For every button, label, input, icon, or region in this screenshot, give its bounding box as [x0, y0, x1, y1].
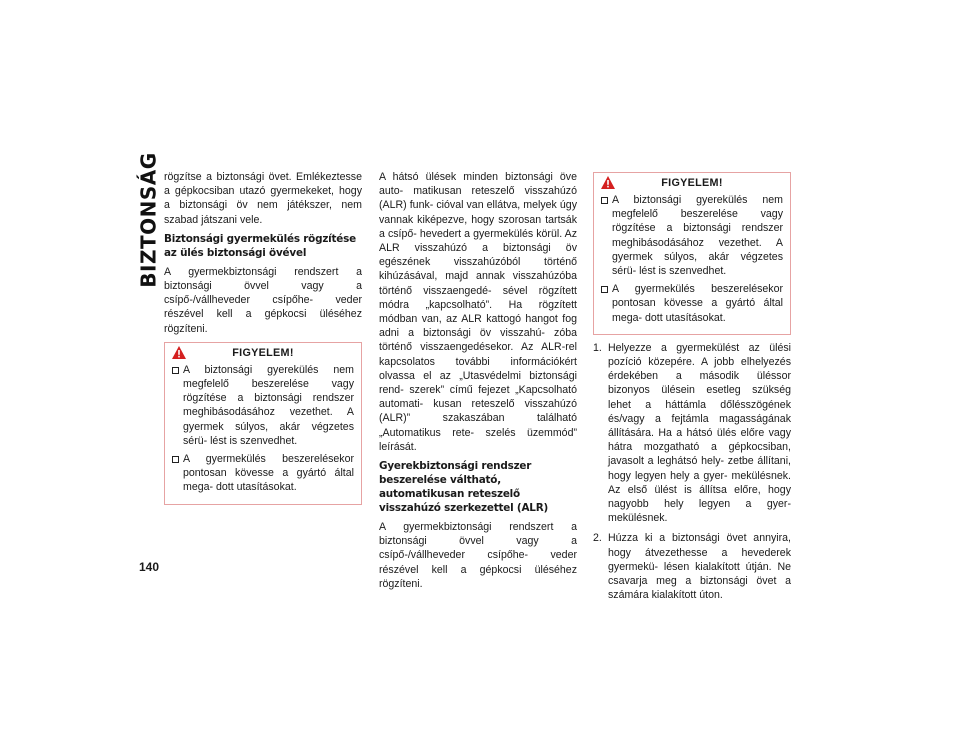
warning-item	[601, 193, 783, 278]
section-heading: Biztonsági gyermekülés rögzítése az ülés biztonsági övével	[164, 232, 356, 259]
warning-item	[172, 452, 354, 495]
warning-title: FIGYELEM!	[232, 346, 294, 359]
section-heading: Gyerekbiztonsági rendszer beszerelése váltható, automatikusan reteszelő visszahúzó szerkezettel (ALR)	[379, 460, 549, 515]
warning-box	[164, 342, 362, 505]
warning-box	[593, 172, 791, 335]
warning-title: FIGYELEM!	[661, 177, 723, 189]
instruction-step	[593, 341, 791, 526]
warning-item-text: A gyermekülés beszerelésekor pontosan kövesse a gyártó által mega- dott utasításokat.	[183, 453, 354, 494]
warning-header	[172, 343, 354, 363]
paragraph: A gyermekbiztonsági rendszert a biztonsági övvel vagy a csípő-/vállheveder csípőhe- veder részével kell a gépkocsi üléséhez rögzíteni.	[379, 521, 577, 590]
warning-list	[601, 193, 783, 325]
step-text: Húzza ki a biztonsági övet annyira, hogy átvezethesse a hevederek gyermekü- lésen kialakított útján. Ne csavarja meg a biztonsági övet a számára kialakított úton.	[608, 532, 791, 602]
instruction-step	[593, 531, 791, 602]
warning-item-text: A biztonsági gyerekülés nem megfelelő beszerelése vagy rögzítése a biztonsági rendszer meghibásodásához vezethet. A gyermek súlyos, akár végzetes sérü- lést is szenvedhet.	[612, 194, 783, 278]
section-title	[132, 152, 166, 288]
square-bullet-icon	[172, 367, 179, 374]
warning-header	[601, 173, 783, 193]
warning-item-text: A gyermekülés beszerelésekor pontosan kövesse a gyártó által mega- dott utasításokat.	[612, 283, 783, 324]
step-number: 1.	[593, 341, 602, 354]
warning-item	[172, 363, 354, 448]
column-2	[379, 170, 577, 596]
square-bullet-icon	[601, 197, 608, 204]
instruction-steps	[593, 341, 791, 603]
column-3	[593, 170, 791, 608]
square-bullet-icon	[601, 286, 608, 293]
paragraph: A hátsó ülések minden biztonsági öve auto- matikusan reteszelő visszahúzó (ALR) funk- cióval van ellátva, melyek úgy vannak kiképezve, hogy szorosan tartsák a csípő- hevedert a gyermekülés körül. Az ALR visszahúzó a biztonsági öv egészének visszahúzóból történő kihúzásával, majd annak visszahúzóba történő visszaengedé- sével rögzített módra „kapcsolható”. Ha rögzített módban van, az ALR kattogó hangot fog adni a biztonsági öv visszahú- zóba történő visszaengedésekor. Az ALR-rel kapcsolatos további információkért olvassa el az „Utasvédelmi biztonsági rend- szerek” című fejezet „Kapcsolható automati- kusan reteszelő visszahúzó (ALR)” szakaszában található „Automatikus rete- szelés üzemmód” leírását.	[379, 171, 577, 453]
step-number: 2.	[593, 532, 602, 545]
column-1	[164, 170, 362, 511]
paragraph: A gyermekbiztonsági rendszert a biztonsági övvel vagy a csípő-/vállheveder csípőhe- veder részével kell a gépkocsi üléséhez rögzíteni.	[164, 265, 362, 335]
warning-triangle-icon	[601, 176, 615, 189]
section-title-text: BIZTONSÁG	[137, 152, 161, 288]
warning-item-text: A biztonsági gyerekülés nem megfelelő beszerelése vagy rögzítése a biztonsági rendszer meghibásodásához vezethet. A gyermek súlyos, akár végzetes sérü- lést is szenvedhet.	[183, 363, 354, 447]
paragraph: rögzítse a biztonsági övet. Emlékeztesse a gépkocsiban utazó gyermekeket, hogy a biztonsági öv nem játékszer, nem szabad játszani vele.	[164, 171, 362, 226]
square-bullet-icon	[172, 456, 179, 463]
step-text: Helyezze a gyermekülést az ülési pozíció közepére. A jobb elhelyezés érdekében a második üléssor bizonyos ülésein esetleg szükség lehet a háttámla dőlésszögének és/vagy a fejtámla magasságának állítására. Ha a hátsó ülés előre vagy hátra mozgatható a gépkocsiban, javasolt a leghátsó hely- zetbe állítani, hogy legyen hely a gyer- mekülésnek. Az első ülést is állítsa előre, hogy nagyobb hely legyen a gyer- mekülésnek.	[608, 341, 791, 525]
page-number: 140	[139, 560, 160, 574]
warning-item	[601, 282, 783, 325]
warning-triangle-icon	[172, 346, 186, 359]
warning-list	[172, 363, 354, 495]
